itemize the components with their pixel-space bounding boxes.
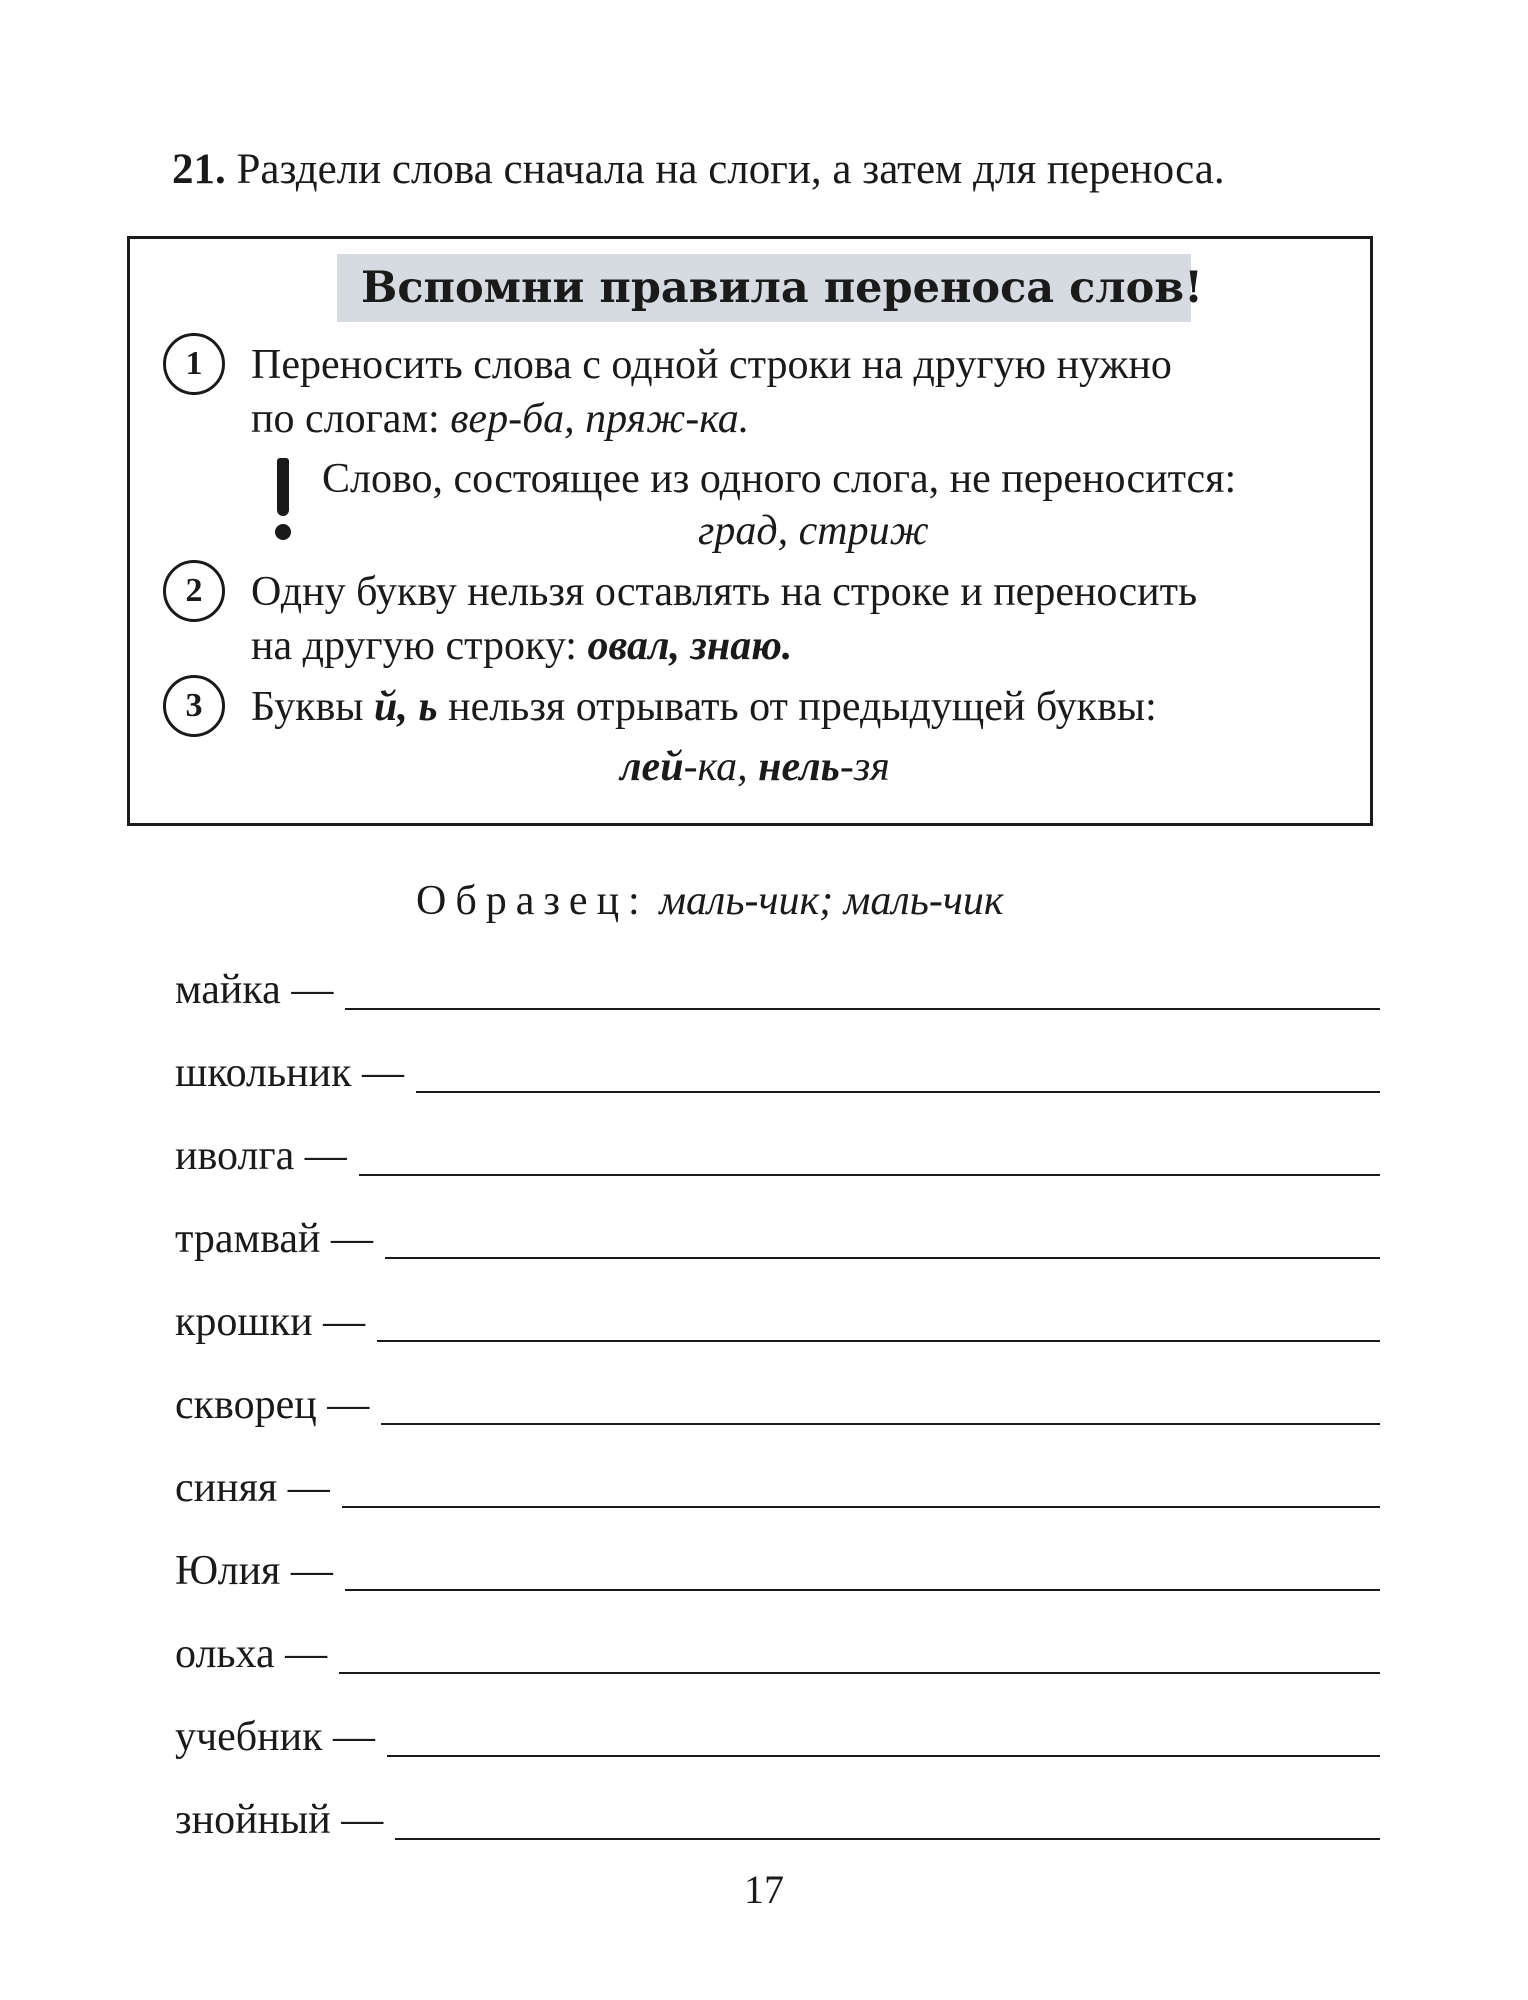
rule-2-number: 2 bbox=[163, 560, 225, 622]
rule-2-examples: овал, знаю. bbox=[587, 623, 793, 669]
word-row bbox=[175, 1124, 1380, 1184]
note-text: Слово, состоящее из одного слога, не переносится: bbox=[322, 456, 1237, 502]
answer-line[interactable] bbox=[359, 1174, 1380, 1176]
note-examples: град, стриж bbox=[698, 508, 929, 554]
answer-line[interactable] bbox=[385, 1257, 1380, 1259]
sample-example: маль-чик; маль-чик bbox=[659, 878, 1004, 924]
rule-3-text-before: Буквы bbox=[251, 684, 375, 730]
word-row bbox=[175, 1705, 1380, 1765]
word-row bbox=[175, 1788, 1380, 1848]
answer-line[interactable] bbox=[377, 1340, 1380, 1342]
word-label: Юлия — bbox=[175, 1548, 333, 1594]
rules-heading: Вспомни правила переноса слов! bbox=[337, 254, 1191, 322]
answer-line[interactable] bbox=[416, 1091, 1380, 1093]
word-label: майка — bbox=[175, 967, 334, 1013]
rule-3-examples bbox=[620, 740, 890, 794]
answer-line[interactable] bbox=[345, 1589, 1380, 1591]
word-row bbox=[175, 1207, 1380, 1267]
rule-3-ex2-rest: -зя bbox=[839, 744, 890, 790]
answer-line[interactable] bbox=[387, 1755, 1380, 1757]
rule-3-ex1-rest: -ка, bbox=[683, 744, 759, 790]
word-row bbox=[175, 1622, 1380, 1682]
rule-2-line-2 bbox=[251, 619, 792, 673]
rule-1-line-1: Переносить слова с одной строки на другую нужно bbox=[251, 342, 1172, 388]
rule-3-letters: й, ь bbox=[374, 684, 438, 730]
word-label: крошки — bbox=[175, 1299, 366, 1345]
answer-line[interactable] bbox=[339, 1672, 1380, 1674]
rule-3-text-after: нельзя отрывать от предыдущей буквы: bbox=[437, 684, 1157, 730]
word-row bbox=[175, 1290, 1380, 1350]
rule-3-ex1-bold: лей bbox=[620, 744, 684, 790]
rule-1-line-2 bbox=[251, 392, 749, 446]
word-label: иволга — bbox=[175, 1133, 347, 1179]
exclamation-icon bbox=[268, 458, 298, 546]
task-instruction: Раздели слова сначала на слоги, а затем для переноса. bbox=[236, 146, 1225, 193]
word-row bbox=[175, 1539, 1380, 1599]
word-row bbox=[175, 1456, 1380, 1516]
word-row bbox=[175, 958, 1380, 1018]
task-number: 21. bbox=[172, 146, 226, 193]
word-label: школьник — bbox=[175, 1050, 405, 1096]
rule-2-line-1: Одну букву нельзя оставлять на строке и переносить bbox=[251, 569, 1198, 615]
answer-line[interactable] bbox=[395, 1838, 1380, 1840]
rule-3-ex2-bold: нель bbox=[758, 744, 840, 790]
word-label: учебник — bbox=[175, 1714, 375, 1760]
word-label: скворец — bbox=[175, 1382, 370, 1428]
word-label: трамвай — bbox=[175, 1216, 373, 1262]
rule-3-number: 3 bbox=[163, 675, 225, 737]
page-number: 17 bbox=[744, 1867, 784, 1912]
rule-1-number: 1 bbox=[163, 333, 225, 395]
answer-line[interactable] bbox=[381, 1423, 1380, 1425]
sample-label: Образец: bbox=[416, 878, 649, 924]
word-label: синяя — bbox=[175, 1465, 330, 1511]
task-title bbox=[172, 140, 1225, 200]
answer-line[interactable] bbox=[342, 1506, 1380, 1508]
answer-line[interactable] bbox=[345, 1008, 1380, 1010]
sample bbox=[416, 873, 1004, 929]
rule-1-examples: вер-ба, пряж-ка. bbox=[450, 396, 750, 442]
word-label: знойный — bbox=[175, 1797, 384, 1843]
rule-2-line-2-text: на другую строку: bbox=[251, 623, 588, 669]
rule-1-line-2-text: по слогам: bbox=[251, 396, 451, 442]
rule-3-line-1 bbox=[251, 680, 1157, 734]
word-row bbox=[175, 1041, 1380, 1101]
word-row bbox=[175, 1373, 1380, 1433]
word-label: ольха — bbox=[175, 1631, 328, 1677]
